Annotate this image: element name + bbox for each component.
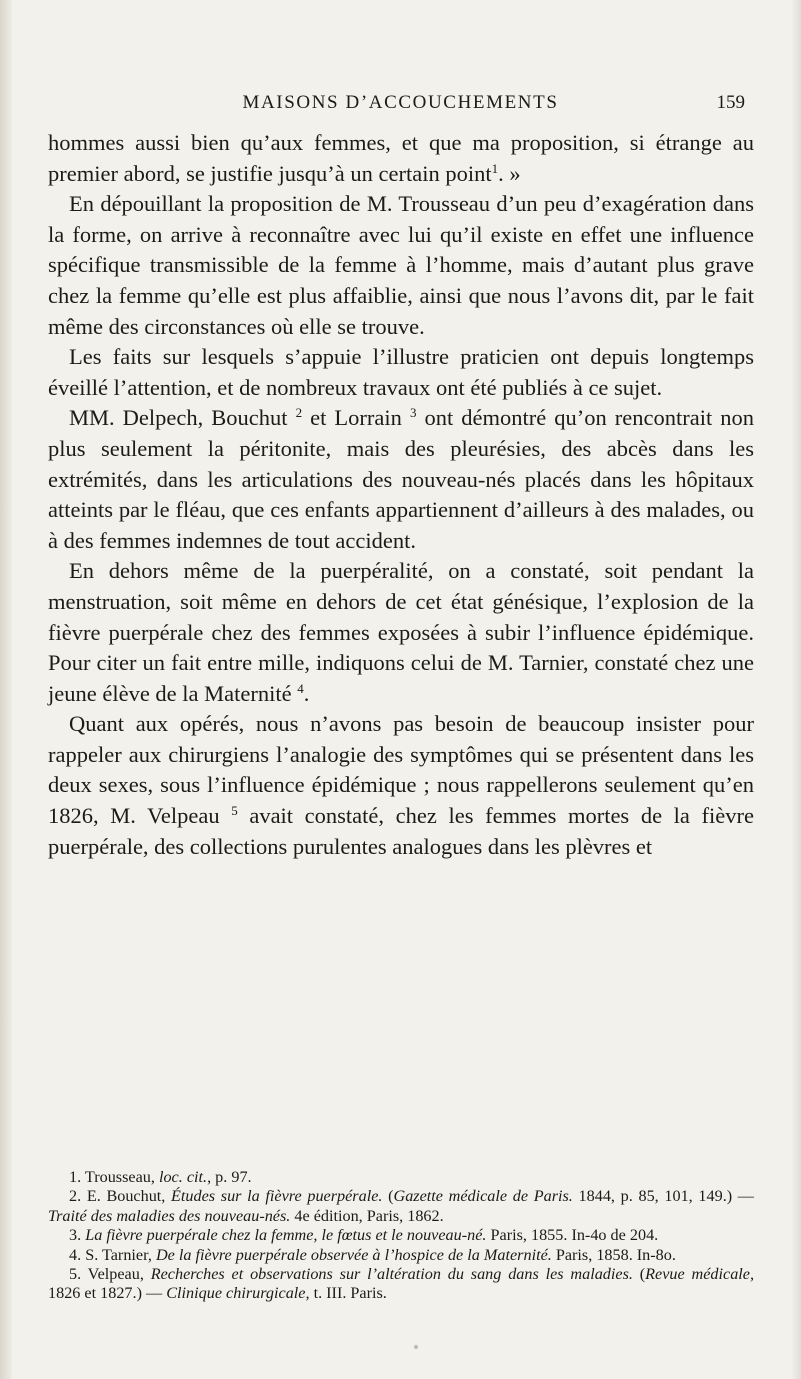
footnote-5: 5. Velpeau, Recherches et observations sur l’altération du sang dans les maladies. (Revue médicale, 1826 et 1827.) — Clinique chirurgicale, t. III. Paris. <box>48 1265 755 1303</box>
footnote-ref-2[interactable]: 2 <box>295 405 303 421</box>
running-title: MAISONS D’ACCOUCHEMENTS <box>242 92 559 113</box>
page-number: 159 <box>716 92 745 113</box>
paragraph-6: Quant aux opérés, nous n’avons pas besoin de beaucoup insister pour rappeler aux chirurgiens l’analogie des symptômes qui se présentent dans les deux sexes, sous l’influence épidémique ; nous rappellerons seulement qu’en 1826, M. Velpeau $^5$ avait constaté, chez les femmes mortes de la fièvre puerpérale, des collections purulentes analogues dans les plèvres et <box>48 711 754 859</box>
footnote-2: 2. E. Bouchut, Études sur la fièvre puerpérale. (Gazette médicale de Paris. 1844, p. 85, 101, 149.) — Traité des maladies des nouveau-nés. 4e édition, Paris, 1862. <box>48 1187 754 1225</box>
footnote-ref-1[interactable]: 1 <box>491 160 499 176</box>
footnote-ref-4[interactable]: 4 <box>297 680 304 696</box>
page-edge <box>791 0 801 1379</box>
paragraph-5: En dehors même de la puerpéralité, on a constaté, soit pendant la menstruation, soit même en dehors de cet état génésique, l’explosion de la fièvre puerpérale chez des femmes exposées à subir l’influence épidémique. Pour citer un fait entre mille, indiquons celui de M. Tarnier, constaté chez une jeune élève de la Maternité $^4$. <box>48 558 754 706</box>
paragraph-1: hommes aussi bien qu’aux femmes, et que ma proposition, si étrange au premier abord, se justifie jusqu’à un certain point$^1$. » <box>48 130 754 186</box>
main-text <box>48 128 754 862</box>
paragraph-4: MM. Delpech, Bouchut $^2$ et Lorrain $^3$ ont démontré qu’on rencontrait non plus seulement la péritonite, mais des pleurésies, des abcès dans les extrémités, dans les articulations des nouveau-nés placés dans les hôpitaux atteints par le fléau, que ces enfants appartiennent d’ailleurs à des malades, ou à des femmes indemnes de tout accident. <box>48 405 755 553</box>
footnote-4: 4. S. Tarnier, De la fièvre puerpérale observée à l’hospice de la Maternité. Paris, 1858. In-8o. <box>69 1245 676 1264</box>
footnote-1: 1. Trousseau, loc. cit., p. 97. <box>69 1168 252 1186</box>
paragraph-3: Les faits sur lesquels s’appuie l’illustre praticien ont depuis longtemps éveillé l’attention, et de nombreux travaux ont été publiés à ce sujet. <box>48 344 754 400</box>
ink-speck <box>414 1345 418 1349</box>
running-header <box>0 92 801 122</box>
footnotes <box>48 1168 754 1304</box>
paragraph-2: En dépouillant la proposition de M. Trousseau d’un peu d’exagération dans la forme, on arrive à reconnaître avec lui qu’il existe en effet une influence spécifique transmissible de la femme à l’homme, mais d’autant plus grave chez la femme qu’elle est plus affaiblie, ainsi que nous l’avons dit, par le fait même des circonstances où elle se trouve. <box>48 191 754 339</box>
footnote-ref-5[interactable]: 5 <box>231 803 238 819</box>
footnote-3: 3. La fièvre puerpérale chez la femme, le fœtus et le nouveau-né. Paris, 1855. In-4o de 204. <box>69 1226 659 1245</box>
page-gutter-shadow <box>0 0 12 1379</box>
footnote-ref-3[interactable]: 3 <box>409 405 417 421</box>
